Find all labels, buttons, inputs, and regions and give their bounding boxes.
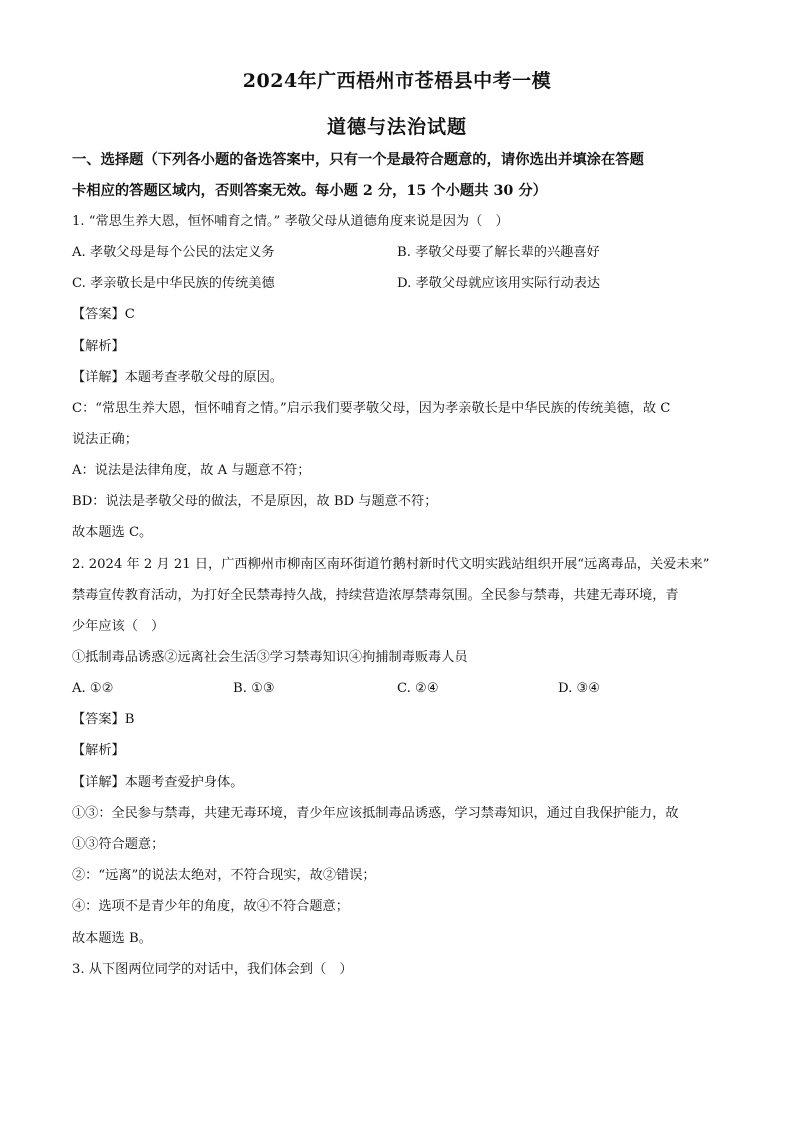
- question-2-option-b: B. ①③: [233, 681, 275, 696]
- section-instructions-line-1: 一、选择题（下列各小题的备选答案中，只有一个是最符合题意的，请你选出并填涂在答题: [72, 152, 644, 168]
- question-2-stem-line-2: 禁毒宣传教育活动，为打好全民禁毒持久战，持续营造浓厚禁毒氛围。全民参与禁毒，共建无毒环境，青: [72, 588, 679, 603]
- question-2-explanation-2: ②：“远离”的说法太绝对，不符合现实，故②错误；: [72, 868, 376, 883]
- section-instructions-line-2: 卡相应的答题区域内，否则答案无效。每小题 2 分，15 个小题共 30 分）: [72, 183, 547, 199]
- question-1-explanation-1b: 说法正确；: [72, 432, 138, 447]
- question-2-items: ①抵制毒品诱惑②远离社会生活③学习禁毒知识④拘捕制毒贩毒人员: [72, 650, 468, 665]
- question-1-option-b: B. 孝敬父母要了解长辈的兴趣喜好: [397, 245, 600, 260]
- question-1-explanation-3: BD：说法是孝敬父母的做法，不是原因，故 BD 与题意不符；: [72, 494, 438, 509]
- question-2-option-c: C. ②④: [397, 681, 439, 696]
- question-2-stem-line-1: 2. 2024 年 2 月 21 日，广西柳州市柳南区南环街道竹鹅村新时代文明实践站组织开展“远离毒品，关爱未来”: [72, 557, 710, 572]
- page-title: 2024年广西梧州市苍梧县中考一模: [242, 70, 552, 92]
- question-2-explanation-1b: ①③符合题意；: [72, 837, 165, 852]
- question-2-conclusion: 故本题选 B。: [72, 931, 152, 946]
- question-1-detail: 【详解】本题考查孝敬父母的原因。: [72, 370, 283, 385]
- question-3-stem: 3. 从下图两位同学的对话中，我们体会到（ ）: [72, 962, 353, 977]
- question-2-analysis-label: 【解析】: [72, 743, 125, 758]
- question-1-analysis-label: 【解析】: [72, 339, 125, 354]
- question-1-option-d: D. 孝敬父母就应该用实际行动表达: [397, 276, 601, 291]
- question-2-detail: 【详解】本题考查爱护身体。: [72, 775, 244, 790]
- question-1-stem: 1. “常思生养大恩，恒怀哺育之情。” 孝敬父母从道德角度来说是因为（ ）: [72, 214, 509, 229]
- question-2-explanation-3: ④：选项不是青少年的角度，故④不符合题意；: [72, 899, 349, 914]
- question-1-option-a: A. 孝敬父母是每个公民的法定义务: [72, 245, 275, 260]
- question-2-stem-line-3: 少年应该（ ）: [72, 619, 165, 634]
- question-1-option-c: C. 孝亲敬长是中华民族的传统美德: [72, 276, 275, 291]
- page-subtitle: 道德与法治试题: [326, 116, 467, 138]
- question-2-option-d: D. ③④: [558, 681, 601, 696]
- question-1-explanation-1a: C：“常思生养大恩，恒怀哺育之情。”启示我们要孝敬父母，因为孝亲敬长是中华民族的传统美德，故 C: [72, 401, 671, 416]
- question-2-option-a: A. ①②: [72, 681, 114, 696]
- question-1-answer: 【答案】C: [72, 307, 135, 322]
- question-1-explanation-2: A：说法是法律角度，故 A 与题意不符；: [72, 463, 311, 478]
- question-2-answer: 【答案】B: [72, 712, 135, 727]
- question-2-explanation-1a: ①③：全民参与禁毒，共建无毒环境，青少年应该抵制毒品诱惑，学习禁毒知识，通过自我保护能力，故: [72, 806, 679, 821]
- question-1-conclusion: 故本题选 C。: [72, 525, 153, 540]
